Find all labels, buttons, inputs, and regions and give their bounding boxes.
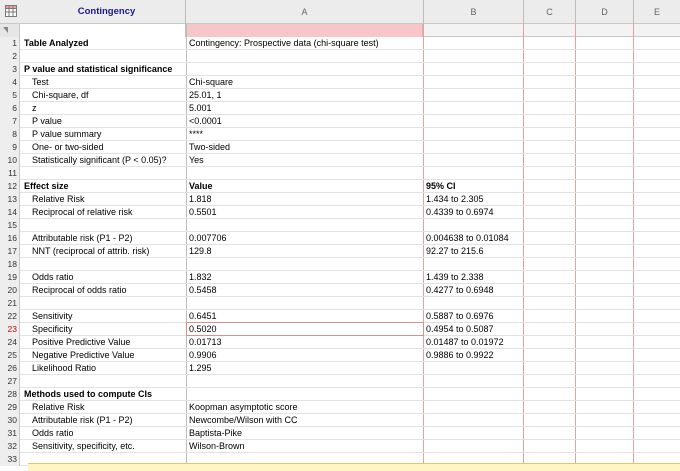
row-number[interactable]: 6 xyxy=(0,102,20,115)
sheet-title: Contingency xyxy=(28,0,186,24)
row-title-cell[interactable]: Odds ratio xyxy=(32,428,74,438)
cell-a[interactable] xyxy=(189,297,421,310)
table-row xyxy=(0,297,680,310)
table-row xyxy=(0,76,680,89)
corner-triangle-icon xyxy=(3,27,8,33)
table-row xyxy=(0,89,680,102)
cell-b[interactable]: 0.004638 to 0.01084 xyxy=(426,233,509,243)
row-number[interactable]: 8 xyxy=(0,128,20,141)
row-number[interactable]: 1 xyxy=(0,37,20,50)
cell-a[interactable]: Newcombe/Wilson with CC xyxy=(189,415,298,425)
table-row xyxy=(0,193,680,206)
column-header-c[interactable]: C xyxy=(524,0,576,24)
table-row xyxy=(0,284,680,297)
row-number[interactable]: 33 xyxy=(0,453,20,466)
cell-a[interactable]: 25.01, 1 xyxy=(189,90,222,100)
table-row xyxy=(0,206,680,219)
row-title-cell[interactable]: Likelihood Ratio xyxy=(32,363,97,373)
row-title-cell[interactable] xyxy=(24,167,184,180)
cell-b[interactable] xyxy=(426,258,546,271)
row-number[interactable]: 13 xyxy=(0,193,20,206)
row-number[interactable]: 24 xyxy=(0,336,20,349)
row-number[interactable]: 20 xyxy=(0,284,20,297)
cell-b[interactable]: 1.439 to 2.338 xyxy=(426,272,484,282)
cell-b[interactable]: 0.01487 to 0.01972 xyxy=(426,337,504,347)
cell-b[interactable] xyxy=(426,427,546,440)
table-row xyxy=(0,50,680,63)
table-row xyxy=(0,245,680,258)
row-number[interactable]: 5 xyxy=(0,89,20,102)
cell-b[interactable]: 0.4954 to 0.5087 xyxy=(426,324,494,334)
row-title-cell[interactable]: Attributable risk (P1 - P2) xyxy=(32,415,133,425)
cell-a[interactable]: Contingency: Prospective data (chi-square test) xyxy=(189,38,379,48)
row-title-cell[interactable]: Test xyxy=(32,77,49,87)
cell-a[interactable]: Yes xyxy=(189,155,204,165)
table-row xyxy=(0,271,680,284)
cell-b[interactable]: 92.27 to 215.6 xyxy=(426,246,484,256)
table-grid-icon[interactable] xyxy=(5,5,17,17)
row-number[interactable]: 4 xyxy=(0,76,20,89)
row-number[interactable]: 21 xyxy=(0,297,20,310)
column-header-a[interactable]: A xyxy=(186,0,424,24)
row-title-cell[interactable]: Reciprocal of odds ratio xyxy=(32,285,127,295)
table-row xyxy=(0,336,680,349)
cell-b[interactable]: 0.4339 to 0.6974 xyxy=(426,207,494,217)
row-number[interactable]: 22 xyxy=(0,310,20,323)
cell-b[interactable]: 1.434 to 2.305 xyxy=(426,194,484,204)
table-row xyxy=(0,141,680,154)
cell-a[interactable] xyxy=(189,63,421,76)
table-row xyxy=(0,388,680,401)
row-title-cell[interactable] xyxy=(24,297,184,310)
cell-a[interactable]: 0.9906 xyxy=(189,350,217,360)
table-row xyxy=(0,154,680,167)
status-strip xyxy=(28,463,680,471)
row-number[interactable]: 2 xyxy=(0,50,20,63)
cell-a[interactable]: 0.6451 xyxy=(189,311,217,321)
row-number[interactable]: 15 xyxy=(0,219,20,232)
row-title-cell[interactable]: Odds ratio xyxy=(32,272,74,282)
row-number[interactable]: 14 xyxy=(0,206,20,219)
table-row xyxy=(0,375,680,388)
cell-a[interactable]: 0.007706 xyxy=(189,233,227,243)
cell-b[interactable] xyxy=(426,401,546,414)
cell-b[interactable] xyxy=(426,141,546,154)
column-header-b[interactable]: B xyxy=(424,0,524,24)
cell-a[interactable] xyxy=(189,167,421,180)
row-number[interactable]: 31 xyxy=(0,427,20,440)
row-number[interactable]: 11 xyxy=(0,167,20,180)
cell-a[interactable]: 5.001 xyxy=(189,103,212,113)
row-number[interactable]: 26 xyxy=(0,362,20,375)
column-header-d[interactable]: D xyxy=(576,0,634,24)
cell-b[interactable]: 0.4277 to 0.6948 xyxy=(426,285,494,295)
cell-a[interactable]: Value xyxy=(189,181,213,191)
cell-b[interactable] xyxy=(426,388,546,401)
column-header-e[interactable]: E xyxy=(653,7,660,17)
table-row xyxy=(0,401,680,414)
table-row xyxy=(0,63,680,76)
table-row xyxy=(0,180,680,193)
table-row xyxy=(0,258,680,271)
table-row xyxy=(0,115,680,128)
cell-a[interactable]: 0.5020 xyxy=(189,324,217,334)
row-title-cell[interactable] xyxy=(24,258,184,271)
cell-b[interactable] xyxy=(426,167,546,180)
cell-a[interactable]: Chi-square xyxy=(189,77,234,87)
cell-b[interactable] xyxy=(426,154,546,167)
row-title-cell[interactable]: Positive Predictive Value xyxy=(32,337,131,347)
row-title-cell[interactable]: P value xyxy=(32,116,62,126)
row-number[interactable]: 23 xyxy=(0,323,20,336)
table-row xyxy=(0,440,680,453)
cell-a[interactable]: <0.0001 xyxy=(189,116,222,126)
cell-b[interactable] xyxy=(426,50,546,63)
cell-a[interactable] xyxy=(189,388,421,401)
cell-a[interactable]: Two-sided xyxy=(189,142,231,152)
row-title-cell[interactable]: Relative Risk xyxy=(32,402,85,412)
row-title-cell[interactable]: Chi-square, df xyxy=(32,90,89,100)
row-title-cell[interactable]: Table Analyzed xyxy=(24,38,89,48)
cell-a[interactable] xyxy=(189,375,421,388)
cell-b[interactable] xyxy=(426,375,546,388)
cell-b[interactable] xyxy=(426,128,546,141)
row-title-cell[interactable]: Methods used to compute CIs xyxy=(24,389,153,399)
row-number[interactable]: 28 xyxy=(0,388,20,401)
cell-b[interactable] xyxy=(426,362,546,375)
cell-b[interactable] xyxy=(426,102,546,115)
row-title-cell[interactable]: Attributable risk (P1 - P2) xyxy=(32,233,133,243)
row-title-cell[interactable]: Effect size xyxy=(24,181,69,191)
cell-a[interactable]: Wilson-Brown xyxy=(189,441,245,451)
cell-b[interactable] xyxy=(426,297,546,310)
row-title-cell[interactable] xyxy=(24,50,184,63)
cell-a[interactable]: Koopman asymptotic score xyxy=(189,402,298,412)
row-title-cell[interactable] xyxy=(24,375,184,388)
cell-b[interactable] xyxy=(426,63,546,76)
row-number[interactable]: 12 xyxy=(0,180,20,193)
cell-b[interactable] xyxy=(426,440,546,453)
cell-b[interactable]: 95% CI xyxy=(426,181,456,191)
table-row xyxy=(0,128,680,141)
row-title-cell[interactable]: Statistically significant (P < 0.05)? xyxy=(32,155,167,165)
cell-b[interactable] xyxy=(426,414,546,427)
selected-cell-outline xyxy=(186,322,424,336)
cell-a[interactable]: 1.818 xyxy=(189,194,212,204)
table-row xyxy=(0,167,680,180)
cell-b[interactable] xyxy=(426,219,546,232)
row-title-cell[interactable]: P value summary xyxy=(32,129,102,139)
row-number[interactable]: 30 xyxy=(0,414,20,427)
row-number[interactable]: 18 xyxy=(0,258,20,271)
cell-a[interactable]: 0.01713 xyxy=(189,337,222,347)
row-number[interactable]: 9 xyxy=(0,141,20,154)
row-title-cell[interactable]: Specificity xyxy=(32,324,73,334)
table-row xyxy=(0,102,680,115)
cell-b[interactable] xyxy=(426,115,546,128)
cell-a[interactable] xyxy=(189,219,421,232)
row-title-cell[interactable]: Sensitivity xyxy=(32,311,73,321)
cell-b[interactable] xyxy=(426,89,546,102)
cell-b[interactable] xyxy=(426,37,546,50)
cell-a[interactable]: 1.295 xyxy=(189,363,212,373)
cell-a[interactable] xyxy=(189,258,421,271)
cell-a[interactable]: 129.8 xyxy=(189,246,212,256)
cell-b[interactable] xyxy=(426,76,546,89)
table-row xyxy=(0,37,680,50)
row-number[interactable]: 32 xyxy=(0,440,20,453)
row-title-cell[interactable]: Negative Predictive Value xyxy=(32,350,135,360)
row-number[interactable]: 10 xyxy=(0,154,20,167)
table-row xyxy=(0,362,680,375)
cell-a[interactable]: 1.832 xyxy=(189,272,212,282)
row-number[interactable]: 17 xyxy=(0,245,20,258)
row-number[interactable]: 7 xyxy=(0,115,20,128)
row-title-header-cell[interactable] xyxy=(20,24,186,37)
table-row xyxy=(0,414,680,427)
cell-b[interactable]: 0.9886 to 0.9922 xyxy=(426,350,494,360)
cell-b[interactable]: 0.5887 to 0.6976 xyxy=(426,311,494,321)
row-number[interactable]: 25 xyxy=(0,349,20,362)
row-title-cell[interactable]: Reciprocal of relative risk xyxy=(32,207,133,217)
cell-a[interactable]: **** xyxy=(189,129,204,139)
table-row xyxy=(0,427,680,440)
row-title-cell[interactable] xyxy=(24,219,184,232)
row-title-cell[interactable]: Relative Risk xyxy=(32,194,85,204)
row-title-cell[interactable]: Sensitivity, specificity, etc. xyxy=(32,441,135,451)
table-row xyxy=(0,232,680,245)
row-title-cell[interactable]: z xyxy=(32,103,37,113)
table-row xyxy=(0,219,680,232)
table-row xyxy=(0,349,680,362)
row-title-cell[interactable]: One- or two-sided xyxy=(32,142,104,152)
row-number[interactable]: 27 xyxy=(0,375,20,388)
row-number[interactable]: 3 xyxy=(0,63,20,76)
cell-a[interactable] xyxy=(189,50,421,63)
row-title-cell[interactable]: P value and statistical significance xyxy=(24,64,173,74)
cell-a[interactable]: 0.5501 xyxy=(189,207,217,217)
row-number[interactable]: 29 xyxy=(0,401,20,414)
row-number[interactable]: 19 xyxy=(0,271,20,284)
row-number[interactable]: 16 xyxy=(0,232,20,245)
cell-a[interactable]: Baptista-Pike xyxy=(189,428,243,438)
column-title-cell-a[interactable] xyxy=(186,24,423,37)
cell-a[interactable]: 0.5458 xyxy=(189,285,217,295)
row-title-cell[interactable]: NNT (reciprocal of attrib. risk) xyxy=(32,246,150,256)
